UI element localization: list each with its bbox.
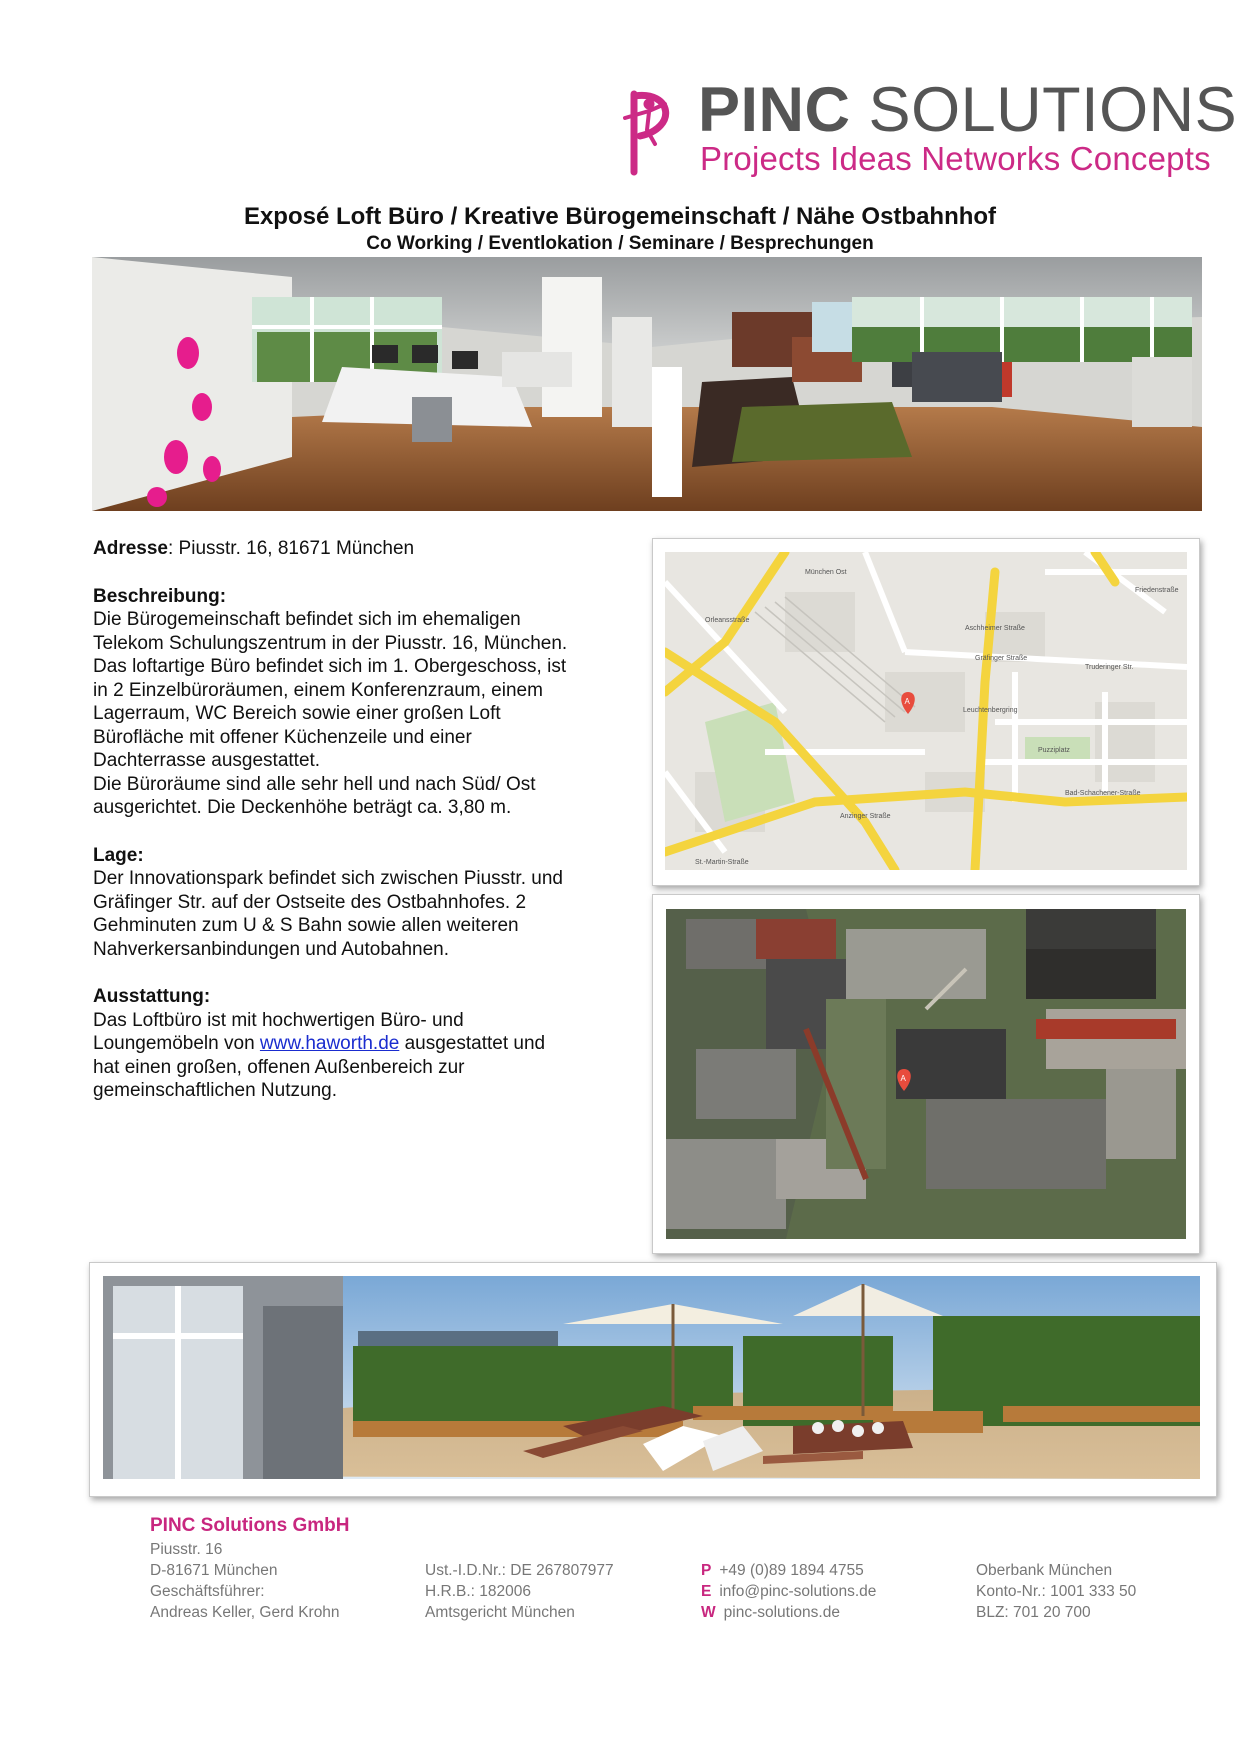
location-line: Der Innovationspark befindet sich zwischen Piusstr. und	[93, 868, 563, 889]
description-line: Bürofläche mit offener Küchenzeile und einer	[93, 726, 472, 748]
address-value: : Piusstr. 16, 81671 München	[168, 538, 415, 559]
description-line: Dachterrasse ausgestattet.	[93, 750, 321, 771]
description-line: ausgerichtet. Die Deckenhöhe beträgt ca. 3,80 m.	[93, 797, 512, 818]
street-map	[665, 552, 1187, 870]
location-line: Gräfinger Str. auf der Ostseite des Ostbahnhofes. 2	[93, 891, 527, 913]
map-label: Friedenstraße	[1135, 587, 1179, 594]
footer-account: Konto-Nr.: 1001 333 50	[976, 1583, 1137, 1600]
footer-ceo-label: Geschäftsführer:	[150, 1583, 265, 1600]
web-value[interactable]: pinc-solutions.de	[723, 1604, 840, 1621]
aerial-map	[666, 909, 1186, 1239]
footer-court: Amtsgericht München	[425, 1604, 575, 1621]
map-label: St.-Martin-Straße	[695, 859, 749, 866]
footer-bank-name: Oberbank München	[976, 1562, 1113, 1579]
body-text	[93, 537, 633, 1103]
description-line: Telekom Schulungszentrum in der Piusstr. 16, München.	[93, 632, 568, 654]
equipment-line-post: ausgestattet und	[399, 1033, 546, 1054]
map-label: Leuchtenbergring	[963, 707, 1018, 714]
description-line: Das loftartige Büro befindet sich im 1. Obergeschoss, ist	[93, 656, 567, 677]
map-marker-label: A	[904, 697, 910, 706]
location-heading: Lage:	[93, 844, 144, 866]
equipment-line-with-link	[93, 1032, 633, 1056]
description-line: in 2 Einzelbüroräumen, einem Konferenzraum, einem	[93, 679, 543, 701]
description-line: Die Büroräume sind alle sehr hell und nach Süd/ Ost	[93, 773, 536, 795]
logo-wordmark	[698, 74, 1237, 146]
terrace-panorama-photo	[103, 1276, 1200, 1479]
footer-city: D-81671 München	[150, 1562, 278, 1579]
map-label: Anzinger Straße	[840, 813, 891, 820]
phone-value: +49 (0)89 1894 4755	[719, 1562, 864, 1579]
web-key: W	[701, 1604, 716, 1621]
footer-company-name: PINC Solutions GmbH	[150, 1515, 350, 1536]
street-map-frame	[652, 538, 1200, 886]
aerial-map-frame	[652, 894, 1200, 1254]
footer-phone	[701, 1560, 876, 1581]
equipment-line: gemeinschaftlichen Nutzung.	[93, 1080, 337, 1101]
footer-street: Piusstr. 16	[150, 1541, 223, 1558]
address-line	[93, 537, 633, 561]
map-label: Aschheimer Straße	[965, 625, 1025, 632]
map-label: München Ost	[805, 569, 847, 576]
email-value[interactable]: info@pinc-solutions.de	[719, 1583, 877, 1600]
equipment-line-pre: Loungemöbeln von	[93, 1033, 260, 1054]
email-key: E	[701, 1583, 712, 1600]
logo-word-bold: PINC	[698, 75, 851, 145]
equipment-line: hat einen großen, offenen Außenbereich zur	[93, 1056, 465, 1078]
footer-blz: BLZ: 701 20 700	[976, 1604, 1091, 1621]
footer-web	[701, 1602, 876, 1623]
page-subtitle: Co Working / Eventlokation / Seminare / Besprechungen	[366, 233, 874, 254]
description-line: Lagerraum, WC Bereich sowie einer großen Loft	[93, 703, 501, 724]
footer-ceo-names: Andreas Keller, Gerd Krohn	[150, 1604, 340, 1621]
page-title: Exposé Loft Büro / Kreative Bürogemeinschaft / Nähe Ostbahnhof	[243, 203, 997, 230]
equipment-line: Das Loftbüro ist mit hochwertigen Büro- und	[93, 1009, 464, 1031]
office-panorama-photo	[92, 257, 1202, 511]
description-heading: Beschreibung:	[93, 585, 227, 607]
map-label: Truderinger Str.	[1085, 664, 1134, 671]
logo-word-light: SOLUTIONS	[868, 75, 1238, 145]
map-label: Bad-Schachener-Straße	[1065, 790, 1141, 797]
phone-key: P	[701, 1562, 712, 1579]
location-line: Nahverkersanbindungen und Autobahnen.	[93, 938, 450, 960]
logo-tagline: Projects Ideas Networks Concepts	[700, 140, 1211, 177]
footer-email	[701, 1581, 876, 1602]
map-label: Gräfinger Straße	[975, 655, 1028, 662]
footer-address-block	[150, 1539, 340, 1623]
equipment-heading: Ausstattung:	[93, 986, 211, 1007]
description-line: Die Bürogemeinschaft befindet sich im ehemaligen	[93, 609, 521, 630]
footer-bank-block	[976, 1560, 1136, 1623]
footer-contact-block	[701, 1560, 876, 1623]
address-label: Adresse	[93, 538, 168, 559]
haworth-link[interactable]: www.haworth.de	[259, 1033, 400, 1054]
map-marker-label: A	[900, 1074, 906, 1083]
logo-mark-icon	[622, 84, 678, 176]
map-label: Puzziplatz	[1038, 747, 1070, 754]
map-label: Orleansstraße	[705, 617, 750, 624]
location-line: Gehminuten zum U & S Bahn sowie allen weiteren	[93, 915, 519, 936]
footer-legal-block	[425, 1560, 614, 1623]
footer-vat-id: Ust.-I.D.Nr.: DE 267807977	[425, 1562, 614, 1579]
terrace-photo-frame	[89, 1262, 1217, 1497]
footer-hrb: H.R.B.: 182006	[425, 1583, 531, 1600]
